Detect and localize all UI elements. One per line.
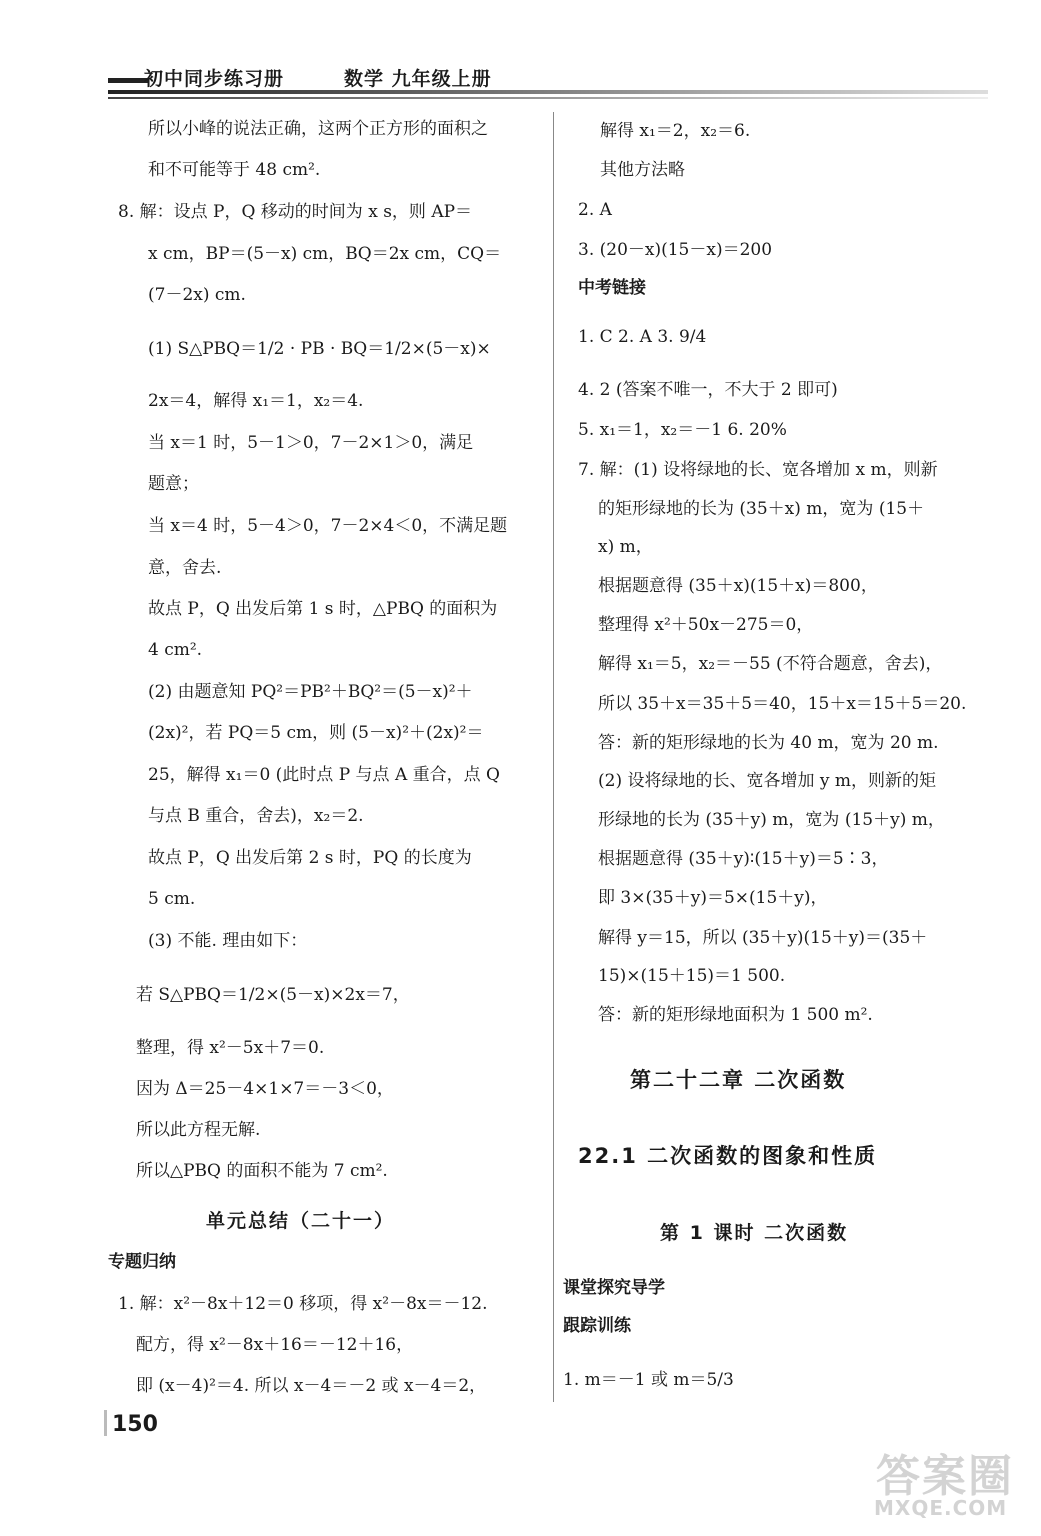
subject-title: 数学 九年级上册 bbox=[344, 68, 492, 90]
text-line: x) m， bbox=[598, 537, 653, 557]
text-line: 根据题意得 (35＋y)∶(15＋y)＝5∶3， bbox=[598, 849, 889, 869]
text-line: 所以小峰的说法正确，这两个正方形的面积之 bbox=[148, 119, 488, 139]
page-number-bar bbox=[104, 1410, 107, 1436]
text-line: (2) 由题意知 PQ²＝PB²＋BQ²＝(5－x)²＋ bbox=[148, 682, 473, 702]
text-line: 若 S△PBQ＝1/2×(5－x)×2x＝7， bbox=[136, 985, 410, 1005]
subsection-label: 专题归纳 bbox=[108, 1252, 176, 1272]
text-line: 1. 解：x²－8x＋12＝0 移项，得 x²－8x＝－12. bbox=[118, 1294, 488, 1314]
subsection-label: 课堂探究导学 bbox=[563, 1278, 665, 1298]
text-line: 其他方法略 bbox=[600, 160, 685, 180]
text-line: 即 3×(35＋y)＝5×(15＋y)， bbox=[598, 888, 828, 908]
chapter-heading: 第二十二章 二次函数 bbox=[630, 1068, 847, 1092]
section-heading: 22.1 二次函数的图象和性质 bbox=[578, 1144, 878, 1168]
text-line: 5 cm. bbox=[148, 889, 196, 909]
book-title: 初中同步练习册 bbox=[144, 68, 285, 90]
text-line: 即 (x－4)²＝4. 所以 x－4＝－2 或 x－4＝2， bbox=[136, 1376, 487, 1396]
text-line: 所以△PBQ 的面积不能为 7 cm². bbox=[136, 1161, 388, 1181]
text-line: 所以此方程无解. bbox=[136, 1120, 261, 1140]
text-line: 的矩形绿地的长为 (35＋x) m，宽为 (15＋ bbox=[598, 499, 925, 519]
text-line: (7－2x) cm. bbox=[148, 285, 246, 305]
text-line: 2x＝4，解得 x₁＝1，x₂＝4. bbox=[148, 391, 364, 411]
header-rule-thin bbox=[108, 97, 988, 99]
text-line: 4 cm². bbox=[148, 640, 203, 660]
text-line: 当 x＝1 时，5－1＞0，7－2×1＞0，满足 bbox=[148, 433, 474, 453]
column-divider bbox=[553, 112, 554, 1402]
text-line: 5. x₁＝1，x₂＝－1 6. 20% bbox=[578, 420, 787, 440]
text-line: 所以 35＋x＝35＋5＝40，15＋x＝15＋5＝20. bbox=[598, 694, 967, 714]
text-line: 当 x＝4 时，5－4＞0，7－2×4＜0，不满足题 bbox=[148, 516, 508, 536]
text-line: 与点 B 重合，舍去)，x₂＝2. bbox=[148, 806, 364, 826]
text-line: 故点 P，Q 出发后第 1 s 时，△PBQ 的面积为 bbox=[148, 599, 498, 619]
lesson-heading: 第 1 课时 二次函数 bbox=[660, 1222, 849, 1244]
text-line: 2. A bbox=[578, 200, 612, 220]
text-line: 7. 解：(1) 设将绿地的长、宽各增加 x m，则新 bbox=[578, 460, 938, 480]
text-line: 和不可能等于 48 cm². bbox=[148, 160, 321, 180]
text-line: (1) S△PBQ＝1/2 · PB · BQ＝1/2×(5－x)× bbox=[148, 339, 491, 359]
text-line: x cm，BP＝(5－x) cm，BQ＝2x cm，CQ＝ bbox=[148, 244, 502, 264]
text-line: 整理得 x²＋50x－275＝0， bbox=[598, 615, 814, 635]
text-line: 解得 x₁＝5，x₂＝－55 (不符合题意，舍去)， bbox=[598, 654, 943, 674]
watermark bbox=[872, 1440, 1032, 1524]
text-line: 1. C 2. A 3. 9/4 bbox=[578, 327, 707, 347]
text-line: 意，舍去. bbox=[148, 558, 222, 578]
text-line: 根据题意得 (35＋x)(15＋x)＝800， bbox=[598, 576, 878, 596]
watermark-logo: 答案圈 bbox=[876, 1451, 1014, 1502]
text-line: 答：新的矩形绿地面积为 1 500 m². bbox=[598, 1005, 873, 1025]
text-line: 形绿地的长为 (35＋y) m，宽为 (15＋y) m， bbox=[598, 810, 945, 830]
text-line: 15)×(15＋15)＝1 500. bbox=[598, 966, 786, 986]
subsection-label: 跟踪训练 bbox=[563, 1316, 631, 1336]
text-line: 答：新的矩形绿地的长为 40 m，宽为 20 m. bbox=[598, 733, 939, 753]
page-number: 150 bbox=[112, 1412, 158, 1437]
watermark-url: MXQE.COM bbox=[874, 1496, 1008, 1520]
text-line: 25，解得 x₁＝0 (此时点 P 与点 A 重合，点 Q bbox=[148, 765, 500, 785]
text-line: 3. (20－x)(15－x)＝200 bbox=[578, 240, 773, 260]
text-line: 因为 Δ＝25－4×1×7＝－3＜0， bbox=[136, 1079, 394, 1099]
text-line: 配方，得 x²－8x＋16＝－12＋16， bbox=[136, 1335, 414, 1355]
page-header bbox=[108, 64, 988, 104]
text-line: (2x)²，若 PQ＝5 cm，则 (5－x)²＋(2x)²＝ bbox=[148, 723, 484, 743]
text-line: 解得 y＝15，所以 (35＋y)(15＋y)＝(35＋ bbox=[598, 928, 928, 948]
text-line: 解得 x₁＝2，x₂＝6. bbox=[600, 121, 751, 141]
header-rule-short bbox=[108, 78, 148, 83]
text-line: 整理，得 x²－5x＋7＝0. bbox=[136, 1038, 325, 1058]
text-line: (2) 设将绿地的长、宽各增加 y m，则新的矩 bbox=[598, 771, 937, 791]
text-line: 4. 2 (答案不唯一，不大于 2 即可) bbox=[578, 380, 838, 400]
text-line: (3) 不能. 理由如下： bbox=[148, 931, 308, 951]
text-line: 题意； bbox=[148, 474, 199, 494]
text-line: 1. m＝－1 或 m＝5/3 bbox=[563, 1370, 734, 1390]
section-heading: 单元总结（二十一） bbox=[206, 1210, 396, 1232]
subsection-label: 中考链接 bbox=[578, 278, 646, 298]
text-line: 8. 解：设点 P，Q 移动的时间为 x s，则 AP＝ bbox=[118, 202, 473, 222]
text-line: 故点 P，Q 出发后第 2 s 时，PQ 的长度为 bbox=[148, 848, 472, 868]
